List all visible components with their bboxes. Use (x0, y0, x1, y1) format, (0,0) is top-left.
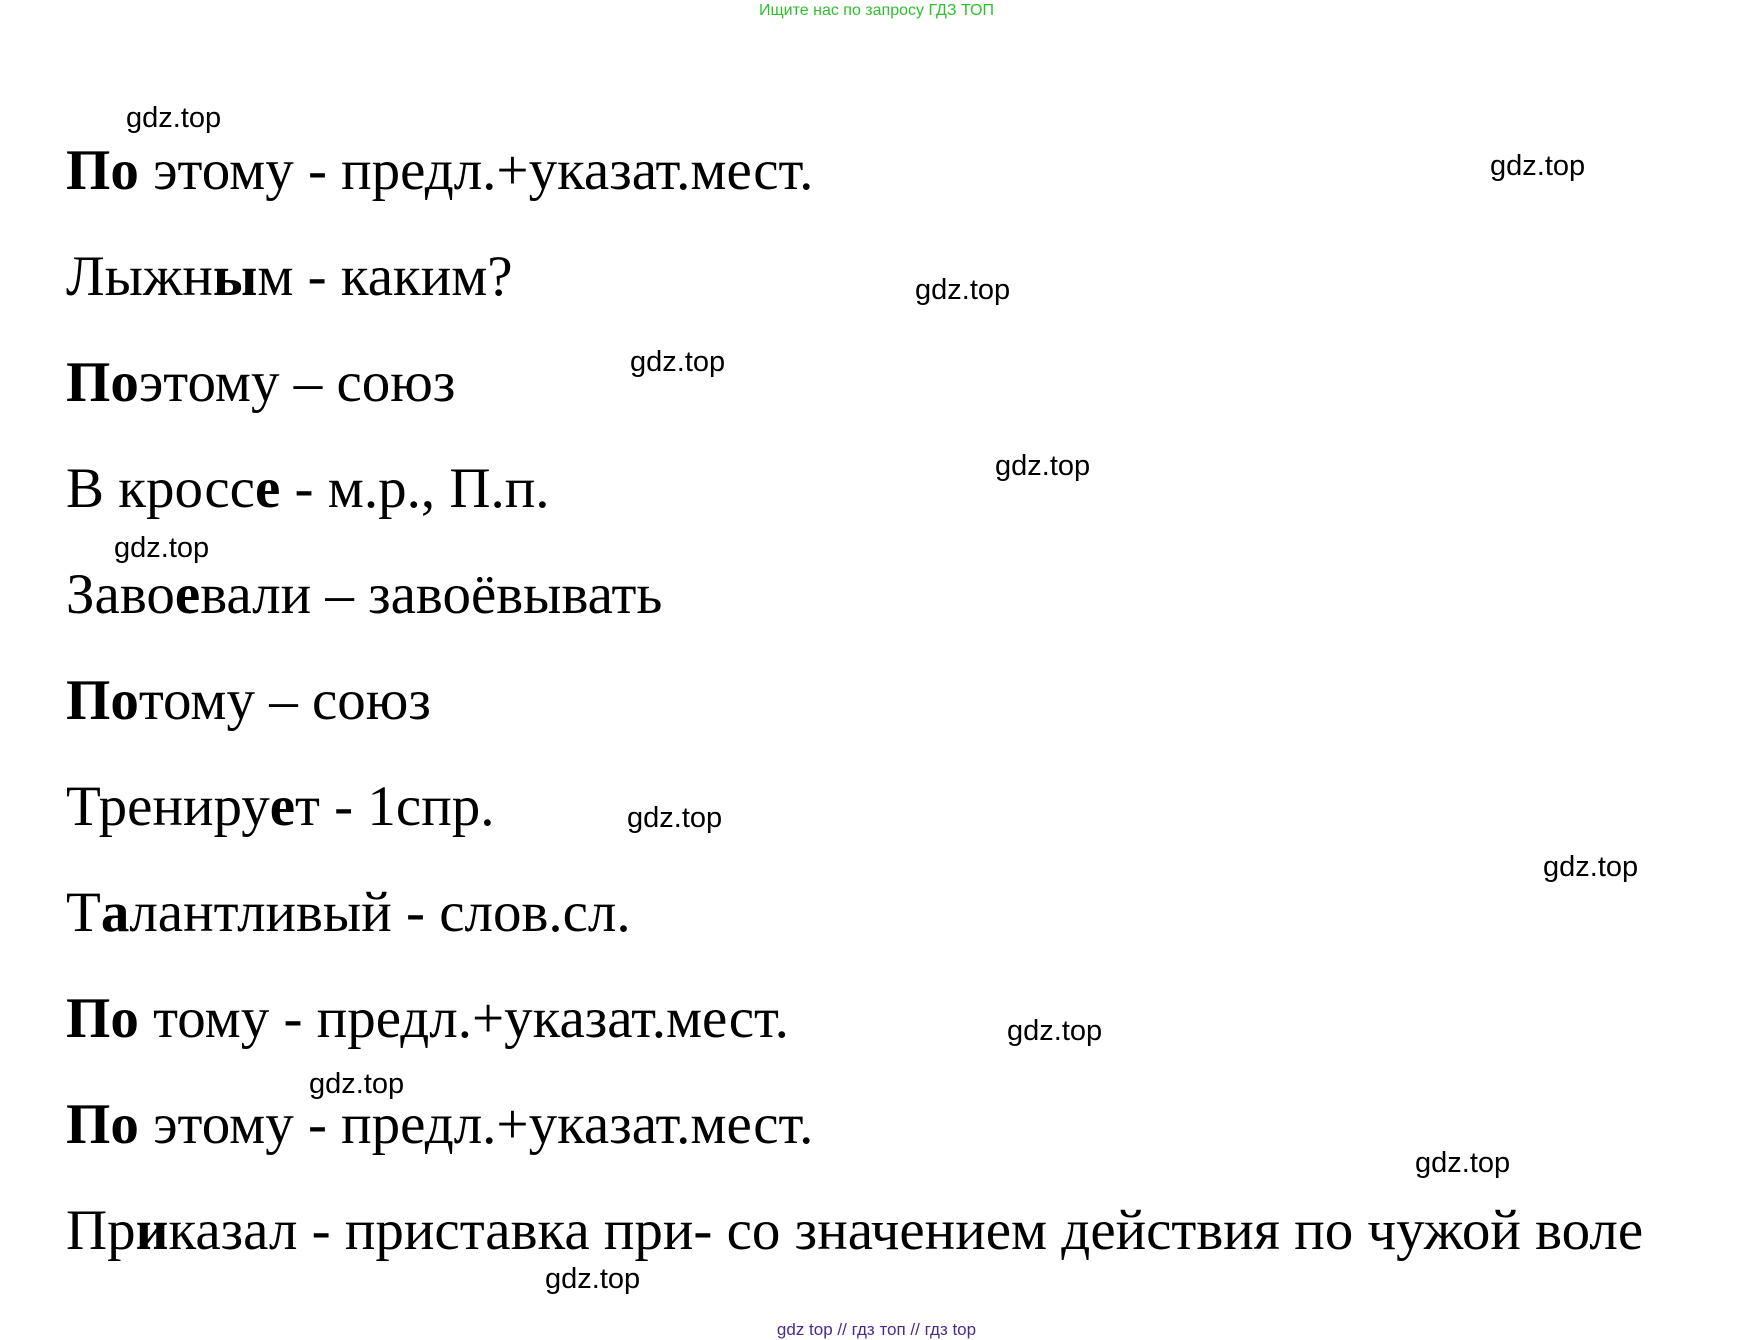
line-2-part-b: м - каким? (257, 245, 513, 308)
line-4-bold: е (254, 457, 281, 520)
line-1-bold: По (66, 139, 139, 202)
line-11-part-b: казал - приставка при- со значением действия по чужой воле (168, 1199, 1644, 1262)
line-3-rest: этому – союз (138, 351, 456, 414)
line-5-bold: е (174, 563, 201, 626)
watermark-2: gdz.top (1490, 150, 1586, 182)
line-4-part-b: - м.р., П.п. (280, 457, 550, 520)
line-10-rest: этому - предл.+указат.мест. (138, 1093, 814, 1156)
line-7-bold: е (269, 775, 296, 838)
line-9-bold: По (66, 987, 139, 1050)
line-5 (66, 563, 663, 626)
line-11-bold: и (135, 1199, 169, 1262)
line-6 (66, 669, 431, 732)
footer-watermark: gdz top // гдз топ // гдз top (776, 1320, 977, 1339)
watermark-4: gdz.top (630, 346, 726, 378)
line-7 (66, 775, 495, 838)
line-6-bold: По (66, 669, 139, 732)
line-8-part-a: Т (66, 881, 101, 944)
line-5-part-a: Зав (66, 563, 147, 626)
line-3-bold: По (66, 351, 139, 414)
line-5-part-b: о (146, 563, 175, 626)
line-8-part-b: лантливый - слов.сл. (129, 881, 631, 944)
line-10 (66, 1093, 814, 1156)
line-2-bold: ы (212, 245, 258, 308)
line-1-rest: этому - предл.+указат.мест. (138, 139, 814, 202)
watermark-1: gdz.top (126, 102, 222, 134)
line-11-part-a: Пр (66, 1199, 136, 1262)
watermark-9: gdz.top (1007, 1015, 1103, 1047)
line-8 (66, 881, 631, 944)
top-banner: Ищите нас по запросу ГДЗ ТОП (759, 2, 994, 19)
line-11 (66, 1199, 1644, 1262)
line-2 (66, 245, 513, 308)
line-3 (66, 351, 456, 414)
line-6-rest: тому – союз (138, 669, 431, 732)
line-9 (66, 987, 789, 1050)
line-10-bold: По (66, 1093, 139, 1156)
line-9-rest: тому - предл.+указат.мест. (138, 987, 789, 1050)
watermark-6: gdz.top (114, 532, 210, 564)
line-4 (66, 457, 550, 520)
watermark-3: gdz.top (915, 274, 1011, 306)
line-7-part-a: Трениру (66, 775, 270, 838)
line-8-bold: а (100, 881, 130, 944)
line-2-part-a: Лыжн (66, 245, 213, 308)
line-4-part-a: В кросс (66, 457, 255, 520)
watermark-11: gdz.top (1415, 1147, 1511, 1179)
watermark-10: gdz.top (309, 1068, 405, 1100)
watermark-12: gdz.top (545, 1263, 641, 1295)
line-7-part-b: т - 1спр. (295, 775, 495, 838)
watermark-7: gdz.top (627, 802, 723, 834)
line-5-part-c: вали – завоёвывать (200, 563, 663, 626)
watermark-5: gdz.top (995, 450, 1091, 482)
watermark-8: gdz.top (1543, 851, 1639, 883)
line-1 (66, 139, 814, 202)
